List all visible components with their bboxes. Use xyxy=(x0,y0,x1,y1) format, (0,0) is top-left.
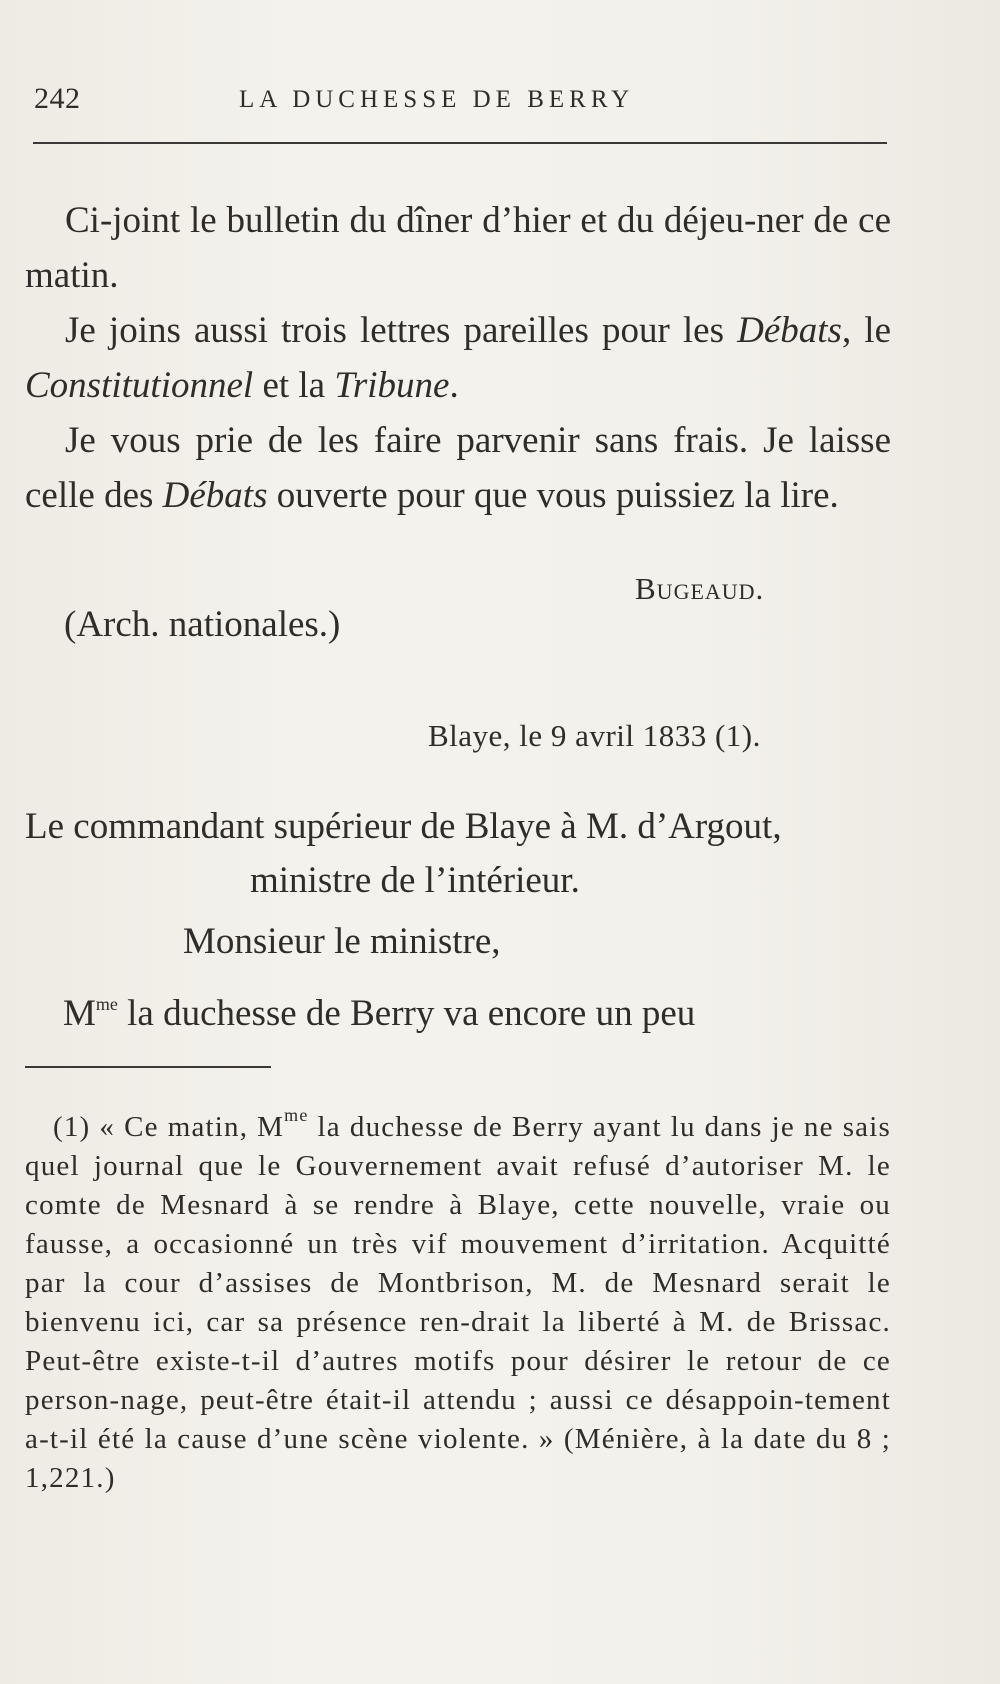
recipient-line-1: Le commandant supérieur de Blaye à M. d’Argout, xyxy=(25,806,782,847)
recipient-block xyxy=(25,800,891,908)
recipient-line-2: ministre de l’intérieur. xyxy=(250,860,580,901)
header-rule xyxy=(33,142,887,144)
signature: Bugeaud. xyxy=(635,571,765,606)
running-title: LA DUCHESSE DE BERRY xyxy=(239,86,635,113)
letter-date: Blaye, le 9 avril 1833 (1). xyxy=(428,718,761,753)
letter-paragraph-3 xyxy=(25,413,891,523)
page-header xyxy=(25,82,887,122)
paragraph-3-end: ouverte pour que vous puissiez la lire. xyxy=(267,475,839,516)
archive-reference: (Arch. nationales.) xyxy=(64,604,341,645)
continuation-text: la duchesse de Berry va encore un peu xyxy=(117,993,696,1034)
footnote-text: la duchesse de Berry ayant lu dans je ne sais quel journal que le Gouvernement avait refusé d’autoriser M. le comte de Mesnard à se rendre à Blaye, cette nouvelle, vraie ou fausse, a occasionné un très vif mouvement d’irritation. Acquitté par la cour d’assises de Montbrison, M. de Mesnard serait le bienvenu ici, car sa présence ren-drait la liberté à M. de Brissac. Peut-être existe-t-il d’autres motifs pour désirer le retour de ce person-nage, peut-être était-il attendu ; aussi ce désappoin-tement a-t-il été la cause d’une scène violente. » (Ménière, à la date du 8 ; 1,221.) xyxy=(25,1111,891,1494)
paragraph-2-middle-1: , le xyxy=(841,310,892,351)
letter-continuation xyxy=(63,986,891,1041)
debats-title: Débats xyxy=(737,310,842,351)
debats-title-2: Débats xyxy=(162,475,268,516)
paragraph-2-middle-2: et la xyxy=(253,365,335,406)
tribune-title: Tribune xyxy=(334,365,450,406)
salutation: Monsieur le ministre, xyxy=(183,921,501,962)
footnote-superscript: me xyxy=(284,1105,309,1125)
footnote-paragraph xyxy=(25,1105,891,1498)
footnote xyxy=(25,1105,891,1498)
paragraph-2-start: Je joins aussi trois lettres pareilles pour les xyxy=(65,310,738,351)
title-superscript: me xyxy=(95,994,118,1014)
constitutionnel-title: Constitutionnel xyxy=(25,365,254,406)
page-number: 242 xyxy=(34,82,81,115)
paragraph-2-end: . xyxy=(449,365,459,406)
footnote-rule xyxy=(25,1066,271,1068)
title-m: M xyxy=(63,993,96,1034)
footnote-start: (1) « Ce matin, M xyxy=(53,1111,285,1143)
letter-paragraph-2 xyxy=(25,303,891,413)
letter-body xyxy=(25,193,891,523)
letter-paragraph-1: Ci-joint le bulletin du dîner d’hier et du déjeu-ner de ce matin. xyxy=(25,200,891,296)
paragraph-3-start: Je vous prie de les faire parvenir sans frais. Je laisse celle des xyxy=(25,420,891,516)
